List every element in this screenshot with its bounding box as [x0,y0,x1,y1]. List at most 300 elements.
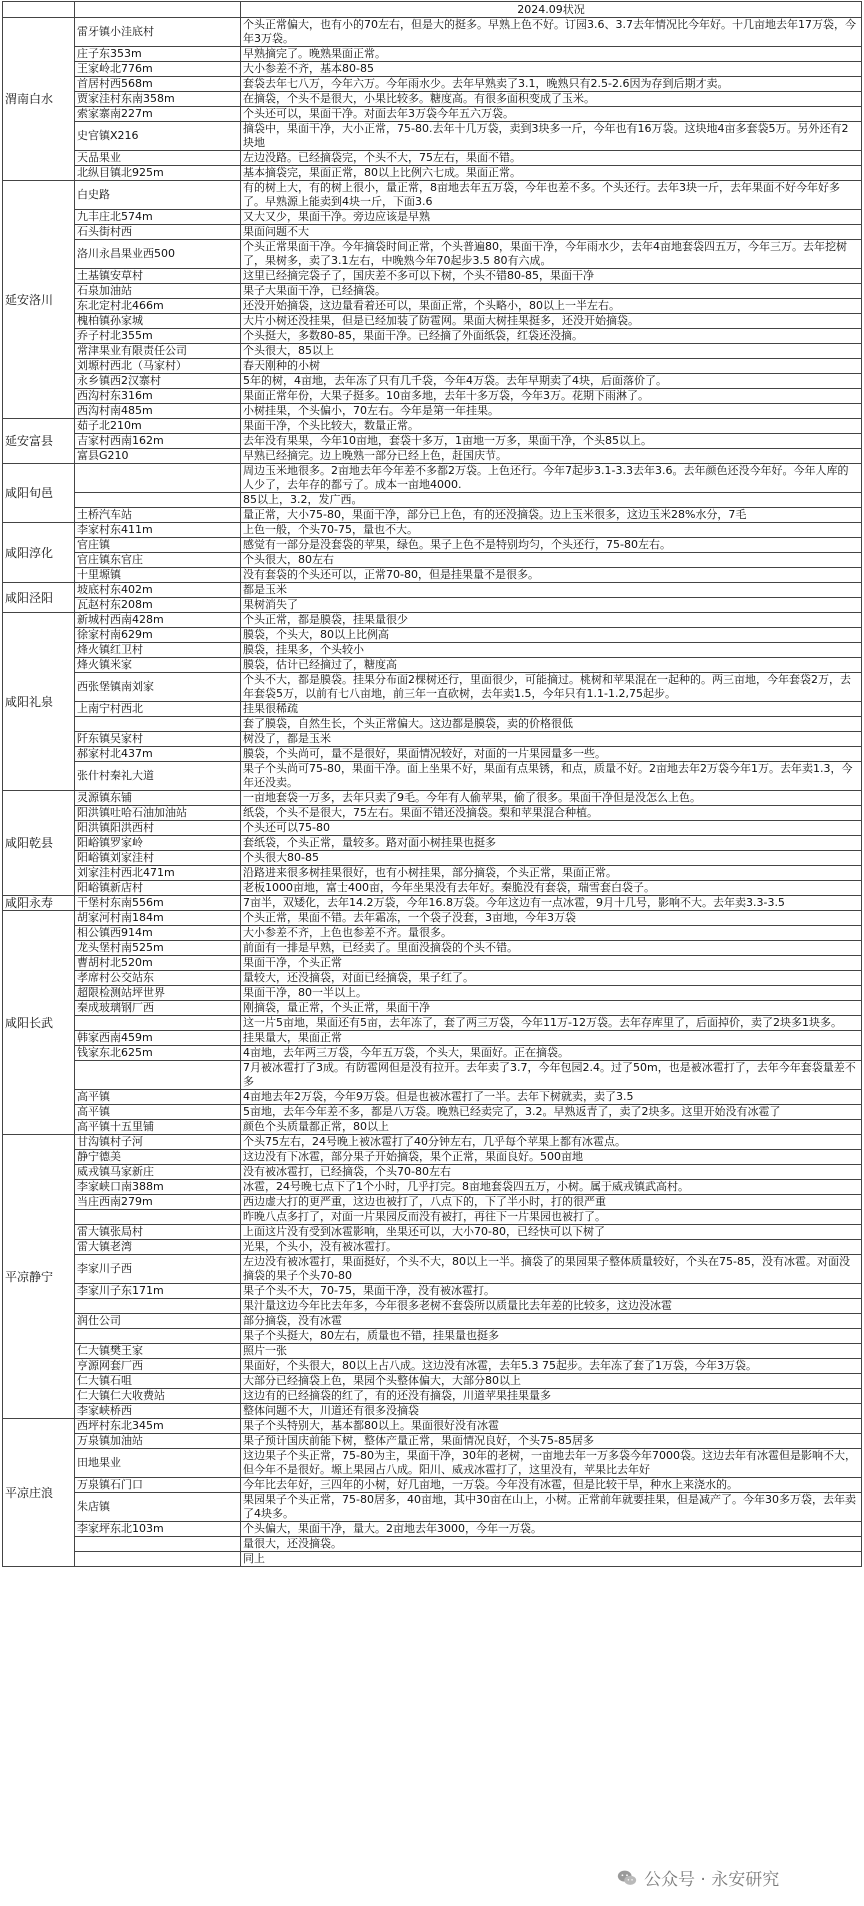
status-cell: 个头很大，85以上 [241,344,862,359]
table-row [3,1434,862,1449]
location-cell: 李家峡桥西 [75,1404,241,1419]
table-row [3,1180,862,1195]
status-cell: 部分摘袋，没有冰雹 [241,1314,862,1329]
table-row [3,538,862,553]
status-cell: 光果，个头小，没有被冰雹打。 [241,1240,862,1255]
table-row [3,1537,862,1552]
status-cell: 果面问题不大 [241,225,862,240]
location-cell: 洛川永昌果业西500 [75,240,241,269]
status-cell: 个头75左右，24号晚上被冰雹打了40分钟左右，几乎每个苹果上都有冰雹点。 [241,1135,862,1150]
table-row [3,1552,862,1567]
location-cell: 阡东镇吴家村 [75,732,241,747]
status-cell: 纸袋，个头不是很大，75左右。果面不错还没摘袋。梨和苹果混合种植。 [241,806,862,821]
status-cell: 早熟已经摘完。边上晚熟一部分已经上色，赶国庆节。 [241,449,862,464]
location-cell: 仁大镇石咀 [75,1374,241,1389]
status-cell: 果面正常年份，大果子挺多。10亩多地，去年十多万袋，今年3万。花期下雨淋了。 [241,389,862,404]
status-cell: 老板1000亩地，富士400亩，今年坐果没有去年好。秦脆没有套袋，瑞雪套白袋子。 [241,881,862,896]
table-row [3,1240,862,1255]
table-row [3,553,862,568]
table-row [3,359,862,374]
status-cell: 套袋去年七八万，今年六万。今年雨水少。去年早熟卖了3.1，晚熟只有2.5-2.6因为存到后期才卖。 [241,77,862,92]
status-cell: 没有被冰雹打，已经摘袋，个头70-80左右 [241,1165,862,1180]
table-row [3,1299,862,1314]
table-row [3,1284,862,1299]
location-cell: 西沟村东316m [75,389,241,404]
status-cell: 都是玉米 [241,583,862,598]
table-body [3,18,862,1567]
location-cell [75,1061,241,1090]
table-row [3,181,862,210]
location-cell: 万泉镇加油站 [75,1434,241,1449]
status-cell: 在摘袋，个头不是很大，小果比较多。糖度高。有很多面积变成了玉米。 [241,92,862,107]
location-cell: 庄子东353m [75,47,241,62]
table-row [3,1449,862,1478]
status-cell: 前面有一排是早熟，已经卖了。里面没摘袋的个头不错。 [241,941,862,956]
table-row [3,1314,862,1329]
location-cell: 雷大镇老湾 [75,1240,241,1255]
location-cell: 王家岭北776m [75,62,241,77]
status-cell: 左边没路。已经摘袋完，个头不大，75左右，果面不错。 [241,151,862,166]
status-cell: 没有套袋的个头还可以，正常70-80，但是挂果量不是很多。 [241,568,862,583]
location-cell: 上南宁村西北 [75,702,241,717]
location-cell: 永乡镇西2汉寨村 [75,374,241,389]
location-cell: 仁大镇仁大收费站 [75,1389,241,1404]
location-cell: 烽火镇米家 [75,658,241,673]
location-cell: 亨源网套厂西 [75,1359,241,1374]
location-cell: 朱店镇 [75,1493,241,1522]
location-cell: 茹子北210m [75,419,241,434]
location-cell: 石头街村西 [75,225,241,240]
status-cell: 果树消失了 [241,598,862,613]
location-cell: 常津果业有限责任公司 [75,344,241,359]
status-cell: 这一片5亩地，果面还有5亩，去年冻了，套了两三万袋，今年11万-12万袋。去年存库里了，后面掉价，卖了2块多1块多。 [241,1016,862,1031]
location-cell: 李家坪东北103m [75,1522,241,1537]
wechat-icon [616,1867,638,1889]
location-cell: 槐柏镇孙家城 [75,314,241,329]
table-row [3,613,862,628]
location-cell: 润仕公司 [75,1314,241,1329]
status-cell: 套了膜袋，自然生长，个头正常偏大。这边都是膜袋，卖的价格很低 [241,717,862,732]
location-cell: 当庄西南279m [75,1195,241,1210]
region-cell: 平凉静宁 [3,1135,75,1419]
status-cell: 果面干净，80一半以上。 [241,986,862,1001]
table-row [3,419,862,434]
status-cell: 果子大果面干净，已经摘袋。 [241,284,862,299]
location-cell: 龙头堡村南525m [75,941,241,956]
header-row [3,2,862,18]
location-cell: 曹胡村北520m [75,956,241,971]
status-cell: 85以上，3.2，发广西。 [241,493,862,508]
status-cell: 刚摘袋，量正常，个头正常，果面干净 [241,1001,862,1016]
table-row [3,1120,862,1135]
location-cell: 胡家河村南184m [75,911,241,926]
status-cell: 大片小树还没挂果，但是已经加装了防雹网。果面大树挂果挺多，还没开始摘袋。 [241,314,862,329]
location-cell: 新城村西南428m [75,613,241,628]
table-row [3,1001,862,1016]
status-cell: 同上 [241,1552,862,1567]
status-cell: 果子个头尚可75-80，果面干净。面上坐果不好，果面有点果锈，和点，质量不好。2亩地去年2万袋今年1万。去年卖1.3，今年还没卖。 [241,762,862,791]
location-cell: 超限检测站坪世界 [75,986,241,1001]
table-row [3,1404,862,1419]
location-cell: 干堡村东南556m [75,896,241,911]
status-cell: 果面干净，个头比较大，数量正常。 [241,419,862,434]
location-cell: 石泉加油站 [75,284,241,299]
table-row [3,1344,862,1359]
table-row [3,404,862,419]
table-row [3,62,862,77]
table-row [3,926,862,941]
status-cell: 春天刚种的小树 [241,359,862,374]
status-cell: 大小参差不齐，上色也参差不齐。量很多。 [241,926,862,941]
location-cell: 刘塬村西北（马家村） [75,359,241,374]
status-cell: 昨晚八点多打了，对面一片果园反而没有被打，再往下一片果园也被打了。 [241,1210,862,1225]
region-cell: 延安洛川 [3,181,75,419]
location-cell: 北纵目镇北925m [75,166,241,181]
table-row [3,1329,862,1344]
location-cell [75,1210,241,1225]
location-cell: 贾家洼村东南358m [75,92,241,107]
status-cell: 这边果子个头正常，75-80为主，果面干净，30年的老树，一亩地去年一万多袋今年7000袋。这边去年有冰雹但是影响不大，但今年不是很好。塬上果园占八成。阳川、威戎冰雹打了，这里没有，苹果比去年好 [241,1449,862,1478]
location-cell [75,717,241,732]
location-cell [75,1016,241,1031]
location-cell: 万泉镇石门口 [75,1478,241,1493]
table-row [3,673,862,702]
table-row [3,747,862,762]
table-row [3,911,862,926]
location-cell: 西坪村东北345m [75,1419,241,1434]
location-cell: 官庄镇东官庄 [75,553,241,568]
status-cell: 树没了，都是玉米 [241,732,862,747]
table-row [3,329,862,344]
status-cell: 整体问题不大，川道还有很多没摘袋 [241,1404,862,1419]
status-cell: 这边有的已经摘袋的红了，有的还没有摘袋，川道苹果挂果量多 [241,1389,862,1404]
location-cell: 乔子村北355m [75,329,241,344]
table-row [3,210,862,225]
table-row [3,92,862,107]
location-cell: 阳峪镇刘家洼村 [75,851,241,866]
status-cell: 4亩地，去年两三万袋，今年五万袋，个头大，果面好。正在摘袋。 [241,1046,862,1061]
location-cell: 静宁德美 [75,1150,241,1165]
status-cell: 果子个头挺大，80左右，质量也不错，挂果量也挺多 [241,1329,862,1344]
table-row [3,240,862,269]
watermark-text: 公众号 · 永安研究 [644,1870,780,1890]
location-cell: 吉家村西南162m [75,434,241,449]
location-cell: 瓦赵村东208m [75,598,241,613]
region-cell: 渭南白水 [3,18,75,181]
region-cell: 咸阳礼泉 [3,613,75,791]
location-cell: 富县G210 [75,449,241,464]
status-cell: 大小参差不齐，基本80-85 [241,62,862,77]
table-row [3,434,862,449]
status-cell: 4亩地去年2万袋，今年9万袋。但是也被冰雹打了一半。去年下树就卖，卖了3.5 [241,1090,862,1105]
status-cell: 挂果量大，果面正常 [241,1031,862,1046]
location-cell: 李家峡口南388m [75,1180,241,1195]
status-cell: 个头不大，都是膜袋。挂果分布面2棵树还行，里面很少，可能摘过。桃树和苹果混在一起种的。两三亩地，今年套袋2万，去年套袋5万，以前有七八亩地，前三年一直砍树，去年卖1.5，今年只有1.1-1.2,75起步。 [241,673,862,702]
table-row [3,941,862,956]
location-cell: 首居村西568m [75,77,241,92]
status-cell: 上色一般，个头70-75，量也不大。 [241,523,862,538]
table-row [3,1016,862,1031]
status-cell: 个头还可以，果面干净。对面去年3万袋今年五六万袋。 [241,107,862,122]
table-row [3,449,862,464]
status-cell: 7月被冰雹打了3成。有防雹网但是没有拉开。去年卖了3.7，今年包园2.4。过了50m，也是被冰雹打了，去年今年套袋量差不多 [241,1061,862,1090]
table-row [3,896,862,911]
region-cell: 咸阳乾县 [3,791,75,896]
location-cell: 郝家村北437m [75,747,241,762]
table-row [3,583,862,598]
status-cell: 膜袋，挂果多，个头较小 [241,643,862,658]
status-cell: 照片一张 [241,1344,862,1359]
region-cell: 平凉庄浪 [3,1419,75,1567]
status-cell: 一亩地套袋一万多，去年只卖了9毛。今年有人偷苹果，偷了很多。果面干净但是没怎么上色。 [241,791,862,806]
location-cell: 西张堡镇南刘家 [75,673,241,702]
status-cell: 膜袋，个头大，80以上比例高 [241,628,862,643]
status-cell: 5亩地，去年今年差不多，都是八万袋。晚熟已经卖完了，3.2。早熟返青了，卖了2块多。这里开始没有冰雹了 [241,1105,862,1120]
table-row [3,18,862,47]
table-row [3,1031,862,1046]
location-cell: 孝席村公交站东 [75,971,241,986]
location-cell: 阳峪镇罗家岭 [75,836,241,851]
table-row [3,1135,862,1150]
status-cell: 7亩半，双矮化，去年14.2万袋，今年16.8万袋。今年这边有一点冰雹，9月十几号，影响不大。去年卖3.3-3.5 [241,896,862,911]
location-cell: 阳峪镇新店村 [75,881,241,896]
table-row [3,1419,862,1434]
table-row [3,732,862,747]
status-cell: 个头挺大，多数80-85，果面干净。已经摘了外面纸袋，红袋还没摘。 [241,329,862,344]
region-cell: 咸阳永寿 [3,896,75,911]
table-row [3,1389,862,1404]
table-row [3,1493,862,1522]
table-row [3,628,862,643]
location-cell [75,1299,241,1314]
status-cell: 早熟摘完了。晚熟果面正常。 [241,47,862,62]
status-cell: 个头偏大，果面干净，量大。2亩地去年3000，今年一万袋。 [241,1522,862,1537]
status-cell: 大部分已经摘袋上色，果园个头整体偏大，大部分80以上 [241,1374,862,1389]
table-row [3,806,862,821]
location-cell: 韩家西南459m [75,1031,241,1046]
table-row [3,762,862,791]
table-row [3,1225,862,1240]
status-cell: 沿路进来很多树挂果很好，也有小树挂果，部分摘袋，个头正常，果面正常。 [241,866,862,881]
location-cell: 西沟村南485m [75,404,241,419]
status-cell: 量正常，大小75-80，果面干净，部分已上色，有的还没摘袋。边上玉米很多，这边玉米28%水分，7毛 [241,508,862,523]
status-cell: 果子预计国庆前能下树，整体产量正常，果面情况良好，个头75-85居多 [241,1434,862,1449]
table-row [3,1522,862,1537]
table-row [3,702,862,717]
table-row [3,107,862,122]
status-cell: 周边玉米地很多。2亩地去年今年差不多都2万袋。上色还行。今年7起步3.1-3.3去年3.6。去年颜色还没今年好。今年人库的人少了，去年存的都亏了。成本一亩地4000. [241,464,862,493]
status-cell: 个头正常果面干净。今年摘袋时间正常，个头普遍80，果面干净，今年雨水少，去年4亩地套袋四五万，今年三万。去年挖树了，果树多，卖了3.1左右，中晚熟今年70起步3.5 80有六成。 [241,240,862,269]
status-cell: 基本摘袋完，果面正常，80以上比例六七成。果面正常。 [241,166,862,181]
region-cell: 延安富县 [3,419,75,464]
table-row [3,717,862,732]
status-cell: 有的树上大，有的树上很小，量正常，8亩地去年五万袋，今年也差不多。个头还行。去年3块一斤，去年果面不好今年好多了。早熟源上能卖到4块一斤，下面3.6 [241,181,862,210]
table-row [3,598,862,613]
header-status: 2024.09状况 [241,2,862,18]
table-row [3,791,862,806]
status-cell: 个头很大，80左右 [241,553,862,568]
location-cell: 阳洪镇阳洪西村 [75,821,241,836]
location-cell: 白史路 [75,181,241,210]
table-row [3,47,862,62]
location-cell: 灵源镇东铺 [75,791,241,806]
location-cell: 索家寨南227m [75,107,241,122]
location-cell [75,464,241,493]
table-row [3,1165,862,1180]
table-row [3,1061,862,1090]
table-row [3,225,862,240]
location-cell: 高平镇 [75,1105,241,1120]
table-row [3,658,862,673]
status-cell: 颜色个头质量都正常，80以上 [241,1120,862,1135]
location-cell: 威戎镇马家新庄 [75,1165,241,1180]
status-cell: 个头正常，果面不错。去年霜冻，一个袋子没套，3亩地，今年3万袋 [241,911,862,926]
location-cell: 十里塬镇 [75,568,241,583]
table-row [3,836,862,851]
table-row [3,1374,862,1389]
location-cell [75,1552,241,1567]
report-table [2,1,862,1567]
table-row [3,568,862,583]
status-cell: 小树挂果，个头偏小，70左右。今年是第一年挂果。 [241,404,862,419]
status-cell: 挂果很稀疏 [241,702,862,717]
status-cell: 感觉有一部分是没套袋的苹果，绿色。果子上色不是特别均匀，个头还行，75-80左右。 [241,538,862,553]
status-cell: 又大又少，果面干净。旁边应该是早熟 [241,210,862,225]
table-row [3,284,862,299]
status-cell: 还没开始摘袋，这边量看着还可以，果面正常，个头略小，80以上一半左右。 [241,299,862,314]
header-location [75,2,241,18]
table-row [3,866,862,881]
status-cell: 果面干净，个头正常 [241,956,862,971]
location-cell [75,493,241,508]
table-row [3,389,862,404]
status-cell: 个头很大80-85 [241,851,862,866]
status-cell: 冰雹，24号晚七点下了1个小时，几乎打完。8亩地套袋四五万，小树。属于威戎镇武高村。 [241,1180,862,1195]
location-cell: 雷牙镇小洼底村 [75,18,241,47]
location-cell [75,1329,241,1344]
table-row [3,314,862,329]
location-cell: 雷大镇张局村 [75,1225,241,1240]
table-row [3,508,862,523]
status-cell: 量很大，还没摘袋。 [241,1537,862,1552]
location-cell: 张什村秦礼大道 [75,762,241,791]
table-row [3,151,862,166]
status-cell: 西边虚大打的更严重，这边也被打了，八点下的，下了半小时，打的很严重 [241,1195,862,1210]
location-cell: 史官镇X216 [75,122,241,151]
table-row [3,971,862,986]
header-region [3,2,75,18]
status-cell: 果面好，个头很大，80以上占八成。这边没有冰雹，去年5.3 75起步。去年冻了套了1万袋，今年3万袋。 [241,1359,862,1374]
location-cell: 徐家村南629m [75,628,241,643]
location-cell: 李家川子东171m [75,1284,241,1299]
table-row [3,1478,862,1493]
region-cell: 咸阳泾阳 [3,583,75,613]
location-cell: 烽火镇红卫村 [75,643,241,658]
table-row [3,986,862,1001]
location-cell: 仁大镇樊王家 [75,1344,241,1359]
status-cell: 个头正常偏大，也有小的70左右，但是大的挺多。早熟上色不好。订园3.6、3.7去年情况比今年好。十几亩地去年17万袋，今年3万袋。 [241,18,862,47]
table-row [3,344,862,359]
location-cell: 土桥汽车站 [75,508,241,523]
location-cell: 坡底村东402m [75,583,241,598]
location-cell: 相公镇西914m [75,926,241,941]
table-row [3,956,862,971]
table-row [3,1195,862,1210]
table-row [3,493,862,508]
location-cell: 高平镇十五里铺 [75,1120,241,1135]
status-cell: 这里已经摘完袋子了，国庆差不多可以下树，个头不错80-85，果面干净 [241,269,862,284]
location-cell: 李家村东411m [75,523,241,538]
location-cell: 天品果业 [75,151,241,166]
table-row [3,1046,862,1061]
location-cell: 甘沟镇村子河 [75,1135,241,1150]
table-row [3,821,862,836]
status-cell: 上面这片没有受到冰雹影响，坐果还可以，大小70-80，已经快可以下树了 [241,1225,862,1240]
region-cell: 咸阳长武 [3,911,75,1135]
status-cell: 个头还可以75-80 [241,821,862,836]
table-row [3,77,862,92]
location-cell: 钱家东北625m [75,1046,241,1061]
table-row [3,374,862,389]
location-cell: 官庄镇 [75,538,241,553]
status-cell: 果子个头不大，70-75，果面干净，没有被冰雹打。 [241,1284,862,1299]
table-row [3,166,862,181]
location-cell: 东北定村北466m [75,299,241,314]
status-cell: 膜袋，估计已经摘过了，糖度高 [241,658,862,673]
table-row [3,464,862,493]
status-cell: 个头正常，都是膜袋，挂果量很少 [241,613,862,628]
table-row [3,122,862,151]
table-row [3,299,862,314]
table-row [3,1255,862,1284]
table-row [3,1105,862,1120]
status-cell: 膜袋，个头尚可，量不是很好，果面情况较好，对面的一片果园量多一些。 [241,747,862,762]
location-cell: 李家川子西 [75,1255,241,1284]
location-cell [75,1537,241,1552]
region-cell: 咸阳淳化 [3,523,75,583]
location-cell: 阳洪镇吐哈石油加油站 [75,806,241,821]
location-cell: 九丰庄北574m [75,210,241,225]
status-cell: 摘袋中，果面干净，大小正常，75-80.去年十几万袋，卖到3块多一斤，今年也有16万袋。这块地4亩多套袋5万。另外还有2块地 [241,122,862,151]
location-cell: 高平镇 [75,1090,241,1105]
location-cell: 田地果业 [75,1449,241,1478]
status-cell: 5年的树，4亩地，去年冻了只有几千袋，今年4万袋。去年早期卖了4块，后面落价了。 [241,374,862,389]
status-cell: 果园果子个头正常，75-80居多，40亩地，其中30亩在山上，小树。正常前年就要挂果，但是减产了。今年30多万袋，去年卖了4块多。 [241,1493,862,1522]
table-row [3,1359,862,1374]
location-cell: 刘家洼村西北471m [75,866,241,881]
table-row [3,1150,862,1165]
status-cell: 果汁量这边今年比去年多，今年很多老树不套袋所以质量比去年差的比较多，这边没冰雹 [241,1299,862,1314]
table-row [3,851,862,866]
status-cell: 套纸袋，个头正常，量较多。路对面小树挂果也挺多 [241,836,862,851]
location-cell: 土基镇安草村 [75,269,241,284]
region-cell: 咸阳旬邑 [3,464,75,523]
status-cell: 量较大，还没摘袋，对面已经摘袋，果子红了。 [241,971,862,986]
table-row [3,881,862,896]
table-row [3,523,862,538]
table-row [3,643,862,658]
status-cell: 这边没有下冰雹，部分果子开始摘袋，果个正常，果面良好。500亩地 [241,1150,862,1165]
status-cell: 果子个头特别大，基本都80以上。果面很好没有冰雹 [241,1419,862,1434]
watermark [612,1865,783,1890]
status-cell: 今年比去年好，三四年的小树，好几亩地，一万袋。今年没有冰雹，但是比较干旱，种水上来浇水的。 [241,1478,862,1493]
table-row [3,1210,862,1225]
status-cell: 去年没有果果，今年10亩地，套袋十多万，1亩地一万多，果面干净，个头85以上。 [241,434,862,449]
table-row [3,269,862,284]
location-cell: 秦成玻璃钢厂西 [75,1001,241,1016]
table-row [3,1090,862,1105]
status-cell: 左边没有被冰雹打，果面挺好，个头不大，80以上一半。摘袋了的果园果子整体质量较好，个头在75-85，没有冰雹。对面没摘袋的果子个头70-80 [241,1255,862,1284]
